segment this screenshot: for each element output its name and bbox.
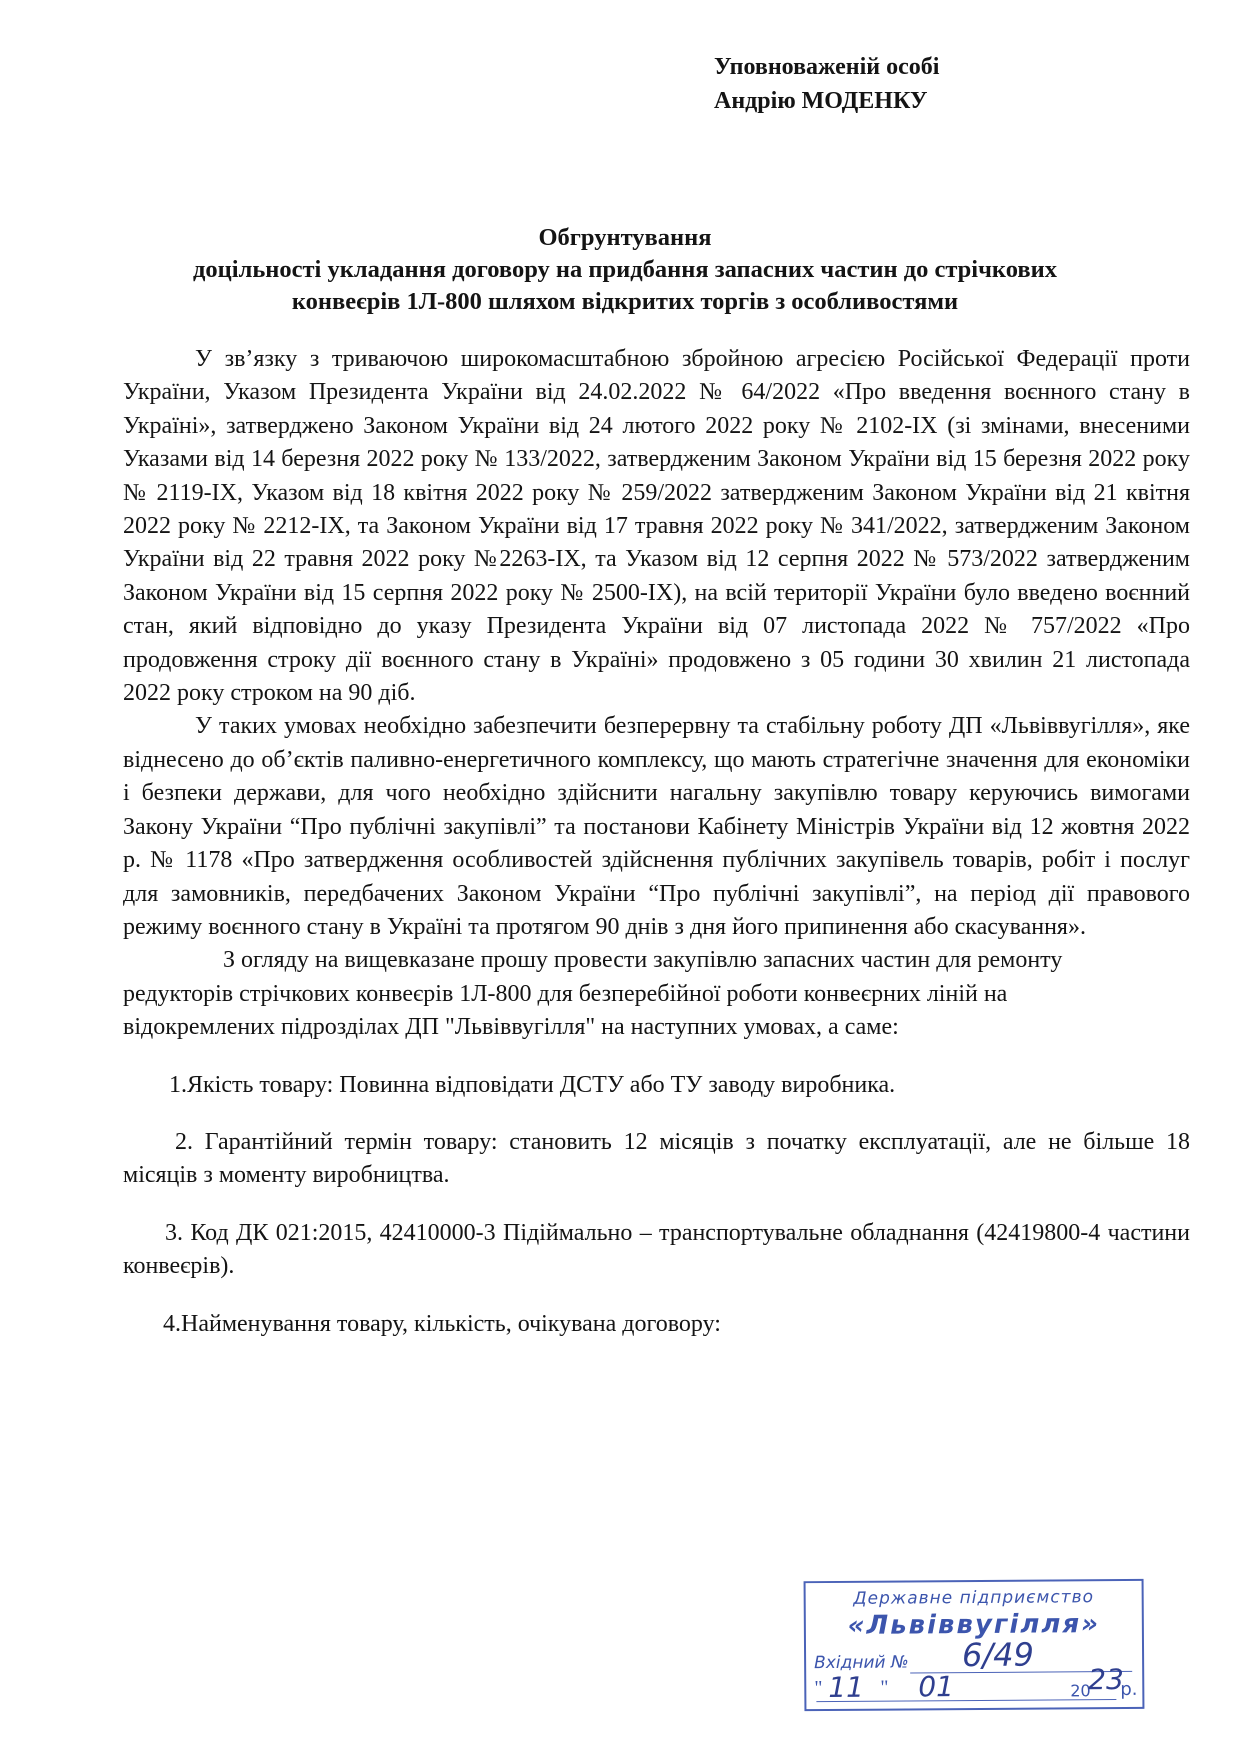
list-item-goods: 4.Найменування товару, кількість, очікувана договору: [163, 1310, 721, 1337]
stamp-year-suffix: р. [1120, 1678, 1138, 1700]
title-line-3: конвеєрів 1Л-800 шляхом відкритих торгів з особливостями [291, 288, 959, 315]
paragraph-conditions: У таких умовах необхідно забезпечити безперервну та стабільну роботу ДП «Львіввугілля», яке віднесено до об’єктів паливно-енергетичного комплексу, що мають стратегічне значення для економіки і безпеки держави, для чого необхідно здійснити нагальну закупівлю товару керуючись вимогами Закону України “Про публічні закупівлі” та постанови Кабінету Міністрів України від 12 жовтня 2022 р. № 1178 «Про затвердження особливостей здійснення публічних закупівель товарів, робіт і послуг для замовників, передбачених Законом України “Про публічні закупівлі”, на період дії правового режиму воєнного стану в Україні та протягом 90 днів з дня його припинення або скасування». [123, 713, 1190, 940]
paragraph-martial-law: У зв’язку з триваючою широкомасштабною збройною агресією Російської Федерації проти України, Указом Президента України від 24.02.2022 № 64/2022 «Про введення воєнного стану в Україні», затверджено Законом України від 24 лютого 2022 року № 2102-IX (зі змінами, внесеними Указами від 14 березня 2022 року № 133/2022, затвердженим Законом України від 15 березня 2022 року № 2119-IX, Указом від 18 квітня 2022 року № 259/2022 затвердженим Законом України від 21 квітня 2022 року № 2212-IX, та Законом України від 17 травня 2022 року № 341/2022, затвердженим Законом України від 22 травня 2022 року №2263-IX, та Указом від 12 серпня 2022 № 573/2022 затвердженим Законом України від 15 серпня 2022 року № 2500-IX), на всій території України було введено воєнний стан, який відповідно до указу Президента України від 07 листопада 2022 № 757/2022 «Про продовження строку дії воєнного стану в Україні» продовжено з 05 години 30 хвилин 21 листопада 2022 року строком на 90 діб. [123, 346, 1190, 707]
list-item-quality: 1.Якість товару: Повинна відповідати ДСТУ або ТУ заводу виробника. [169, 1071, 896, 1098]
document-title [100, 222, 1150, 318]
stamp-incoming-label: Вхідний № [814, 1652, 909, 1674]
stamp-year: 23 [1088, 1662, 1124, 1697]
stamp-organization: Державне підприємство [853, 1587, 1095, 1609]
stamp-quote-close: " [880, 1676, 889, 1699]
title-line-1: Обгрунтування [538, 224, 712, 251]
stamp-incoming-number: 6/49 [961, 1635, 1035, 1675]
stamp-quote-open: " [814, 1677, 823, 1700]
document-body [123, 343, 1190, 1341]
list-item-warranty: 2. Гарантійний термін товару: становить 12 місяців з початку експлуатації, але не більше 18 місяців з моменту виробництва. [123, 1128, 1190, 1189]
addressee-block [714, 50, 939, 118]
stamp-company-name: «Львіввугілля» [847, 1609, 1101, 1641]
addressee-name: Андрію МОДЕНКУ [714, 88, 928, 114]
paragraph-request: З огляду на вищевказане прошу провести закупівлю запасних частин для ремонту редукторів стрічкових конвеєрів 1Л-800 для безперебійної роботи конвеєрних ліній на відокремлених підрозділах ДП "Львіввугілля" на наступних умовах, а саме: [123, 947, 1063, 1041]
stamp-day: 11 [828, 1670, 865, 1705]
list-item-code: 3. Код ДК 021:2015, 42410000-3 Підіймально – транспортувальне обладнання (42419800-4 частини конвеєрів). [123, 1219, 1190, 1280]
addressee-position: Уповноваженій особі [714, 54, 940, 80]
title-line-2: доцільності укладання договору на придбання запасних частин до стрічкових [193, 256, 1057, 283]
stamp-year-prefix: 20 [1070, 1681, 1091, 1701]
stamp-month: 01 [918, 1670, 955, 1704]
incoming-stamp [804, 1579, 1145, 1711]
